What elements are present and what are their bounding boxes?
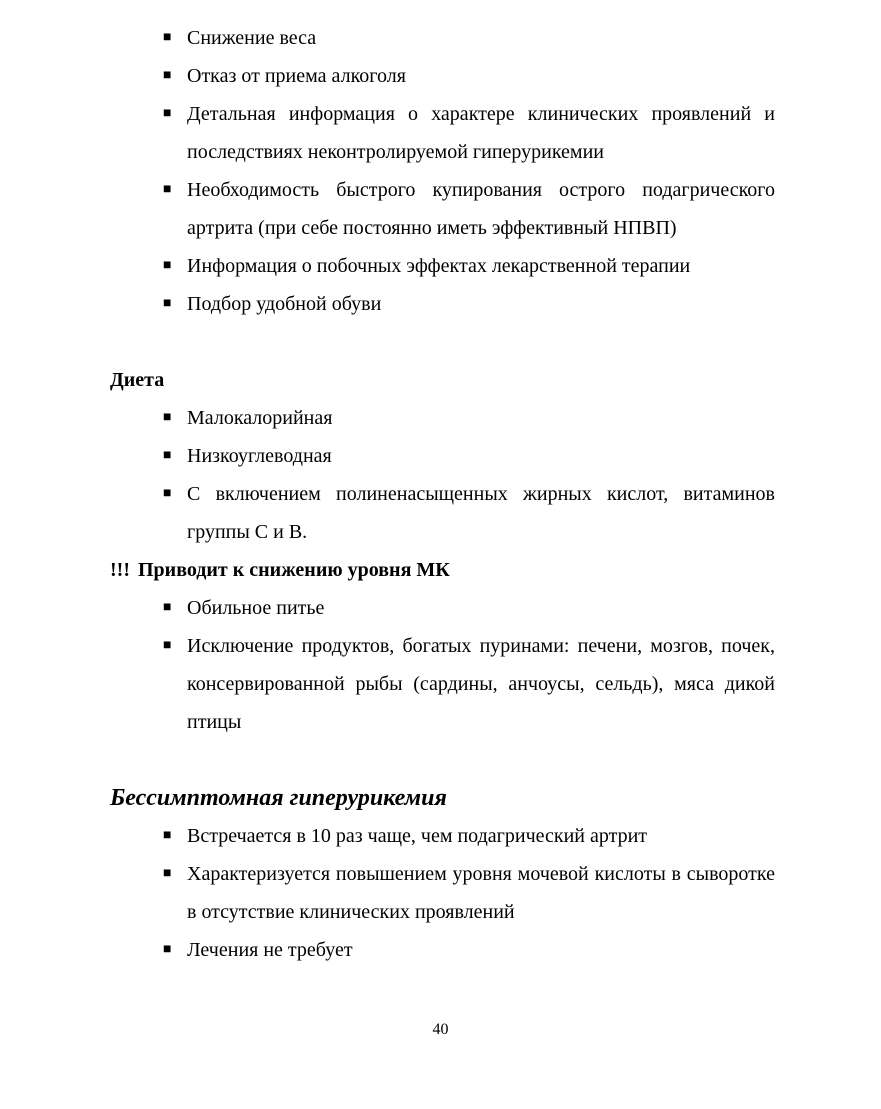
diet-heading: Диета [110,369,165,391]
square-bullet-icon: ■ [163,638,172,653]
square-bullet-icon: ■ [163,942,172,957]
page-number: 40 [432,1021,449,1038]
list-item: ■ Лечения не требует [187,931,775,969]
exclamation-marks: !!! [110,559,130,581]
square-bullet-icon: ■ [163,486,172,501]
square-bullet-icon: ■ [163,30,172,45]
square-bullet-icon: ■ [163,68,172,83]
list-item: ■ Подбор удобной обуви [187,285,775,323]
square-bullet-icon: ■ [163,106,172,121]
diet-list-after [0,589,881,741]
list-item: ■ Характеризуется повышением уровня мочевой кислоты в сыворотке в отсутствие клинических проявлений [187,855,775,931]
square-bullet-icon: ■ [163,182,172,197]
list-item: ■ Исключение продуктов, богатых пуринами: печени, мозгов, почек, консервированной рыбы (сардины, анчоусы, сельдь), мяса дикой птицы [187,627,775,741]
square-bullet-icon: ■ [163,410,172,425]
list-item: ■ Обильное питье [187,589,775,627]
list-item: ■ Встречается в 10 раз чаще, чем подагрический артрит [187,817,775,855]
list-item: ■ Снижение веса [187,19,775,57]
square-bullet-icon: ■ [163,296,172,311]
intro-list [0,19,881,323]
section-list [0,817,881,969]
diet-note-text: Приводит к снижению уровня МК [137,559,450,581]
diet-list [0,399,881,551]
square-bullet-icon: ■ [163,828,172,843]
square-bullet-icon: ■ [163,448,172,463]
list-item: ■ Отказ от приема алкоголя [187,57,775,95]
list-item: ■ Низкоуглеводная [187,437,775,475]
list-item: ■ Детальная информация о характере клинических проявлений и последствиях неконтролируемой гиперурикемии [187,95,775,171]
diet-note [110,551,881,589]
list-item: ■ Малокалорийная [187,399,775,437]
square-bullet-icon: ■ [163,600,172,615]
list-item: ■ Информация о побочных эффектах лекарственной терапии [187,247,775,285]
section-title: Бессимптомная гиперурикемия [110,785,447,811]
list-item: ■ С включением полиненасыщенных жирных кислот, витаминов группы С и В. [187,475,775,551]
square-bullet-icon: ■ [163,866,172,881]
list-item: ■ Необходимость быстрого купирования острого подагрического артрита (при себе постоянно иметь эффективный НПВП) [187,171,775,247]
square-bullet-icon: ■ [163,258,172,273]
